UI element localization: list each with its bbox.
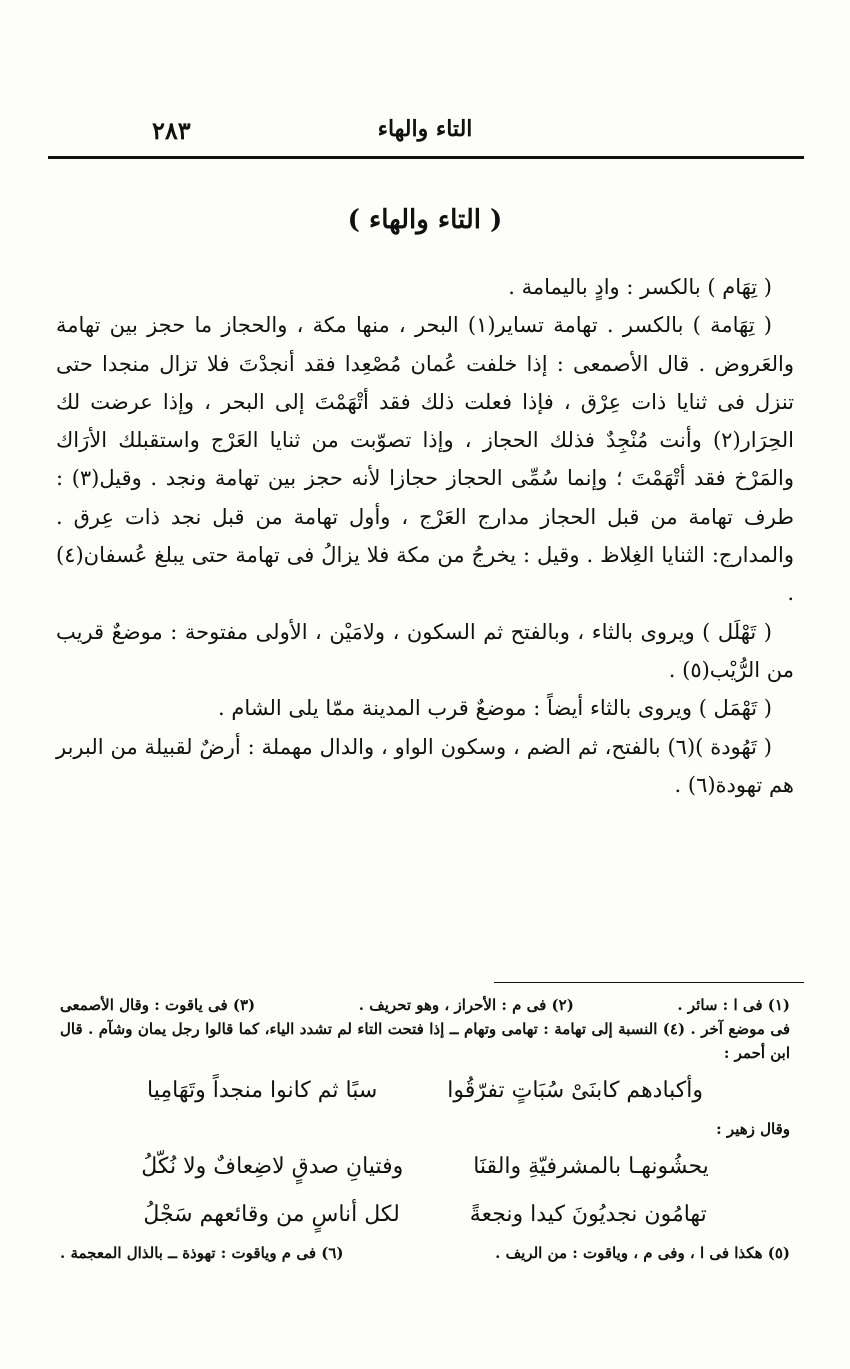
footnote-4: فى موضع آخر . (٤) النسبة إلى تهامة : تهامى وتهام ــ إذا فتحت التاء لم تشدد الياء، كما قالوا رجل يمان وشآم . قال ابن أحمر : bbox=[60, 1020, 790, 1062]
verse-hemistich-first: يحشُونهـا بالمشرفيّةِ والقنَا bbox=[473, 1154, 709, 1179]
verse-ibn-ahmar bbox=[60, 1069, 790, 1113]
footnote-row-last bbox=[60, 1241, 790, 1265]
footnote-1: (١) فى ا : سائر . bbox=[677, 996, 790, 1014]
footnote-3: (٣) فى ياقوت : وقال الأصمعى bbox=[60, 996, 256, 1014]
footnote-row-1 bbox=[60, 993, 790, 1017]
footnote-2: (٢) فى م : الأحراز ، وهو تحريف . bbox=[358, 996, 574, 1014]
verse-hemistich-first: تهامُون نجديُونَ كيدا ونجعةً bbox=[469, 1202, 707, 1227]
entry-tahlal: ( تَهْلَل ) ويروى بالثاء ، وبالفتح ثم السكون ، ولامَيْن ، الأولى مفتوحة : موضعٌ قريب من الرُّيْب(٥) . bbox=[56, 619, 794, 682]
header-rule bbox=[48, 156, 804, 159]
footnote-rule bbox=[494, 982, 804, 983]
verse-hemistich-first: وأكبادهم كابنَىْ سُبَاتٍ تفرّقُوا bbox=[447, 1078, 704, 1103]
entry-tiham: ( تِهَام ) بالكسر : وادٍ باليمامة . bbox=[508, 275, 772, 299]
zuhair-label: وقال زهير : bbox=[716, 1120, 790, 1138]
body-text bbox=[56, 268, 794, 804]
page-number: ٢٨٣ bbox=[152, 116, 191, 145]
verse-hemistich-second: لكل أناسٍ من وقائعهم سَجْلُ bbox=[143, 1202, 400, 1227]
verse-hemistich-second: سبًا ثم كانوا منجداً وتَهَامِيا bbox=[147, 1078, 378, 1103]
verse-zuhair-2 bbox=[60, 1193, 790, 1237]
section-heading: ( التاء والهاء ) bbox=[347, 205, 503, 235]
footnote-5: (٥) هكذا فى ا ، وفى م ، وياقوت : من الريف . bbox=[495, 1244, 790, 1262]
verse-hemistich-second: وفتيانِ صدقٍ لاضِعافٌ ولا نُكّلُ bbox=[141, 1154, 404, 1179]
running-header bbox=[52, 112, 798, 152]
running-title: التاء والهاء bbox=[377, 116, 473, 142]
entry-tahuda: ( تَهُودة )(٦) بالفتح، ثم الضم ، وسكون الواو ، والدال مهملة : أرضٌ لقبيلة من البربر هم تهودة(٦) . bbox=[56, 734, 794, 797]
verse-zuhair-1 bbox=[60, 1145, 790, 1189]
entry-tihama: ( تِهَامة ) بالكسر . تهامة تساير(١) البحر ، منها مكة ، والحجاز ما حجز بين تهامة والعَروض . قال الأصمعى : إذا خلفت عُمان مُصْعِدا فقد أنجدْتَ فلا تزال منجدا حتى تنزل فى ثنايا ذات عِرْق ، فإذا فعلت ذلك فقد أتْهَمْتَ إلى البحر ، وإذا عرضت لك الحِرَار(٢) وأنت مُنْجِدٌ فذلك الحجاز ، وإذا تصوّبت من ثنايا العَرْج واستقبلك الأرَاك والمَرْخ فقد أتْهَمْتَ ؛ وإنما سُمِّى الحجاز حجازا لأنه حجز بين تهامة ونجد . وقيل(٣) : طرف تهامة من قبل الحجاز مدارج العَرْج ، وأول تهامة من قبل نجد ذات عِرق . والمدارج: الثنايا الغِلاظ . وقيل : يخرجُ من مكة فلا يزالُ فى تهامة حتى يبلغ عُسفان(٤) . bbox=[56, 313, 794, 606]
entry-tahmal: ( تَهْمَل ) ويروى بالثاء أيضاً : موضعٌ قرب المدينة ممّا يلى الشام . bbox=[218, 696, 772, 721]
footnotes bbox=[60, 993, 790, 1265]
footnote-6: (٦) فى م وياقوت : تهوذة ــ بالذال المعجمة . bbox=[60, 1244, 344, 1262]
